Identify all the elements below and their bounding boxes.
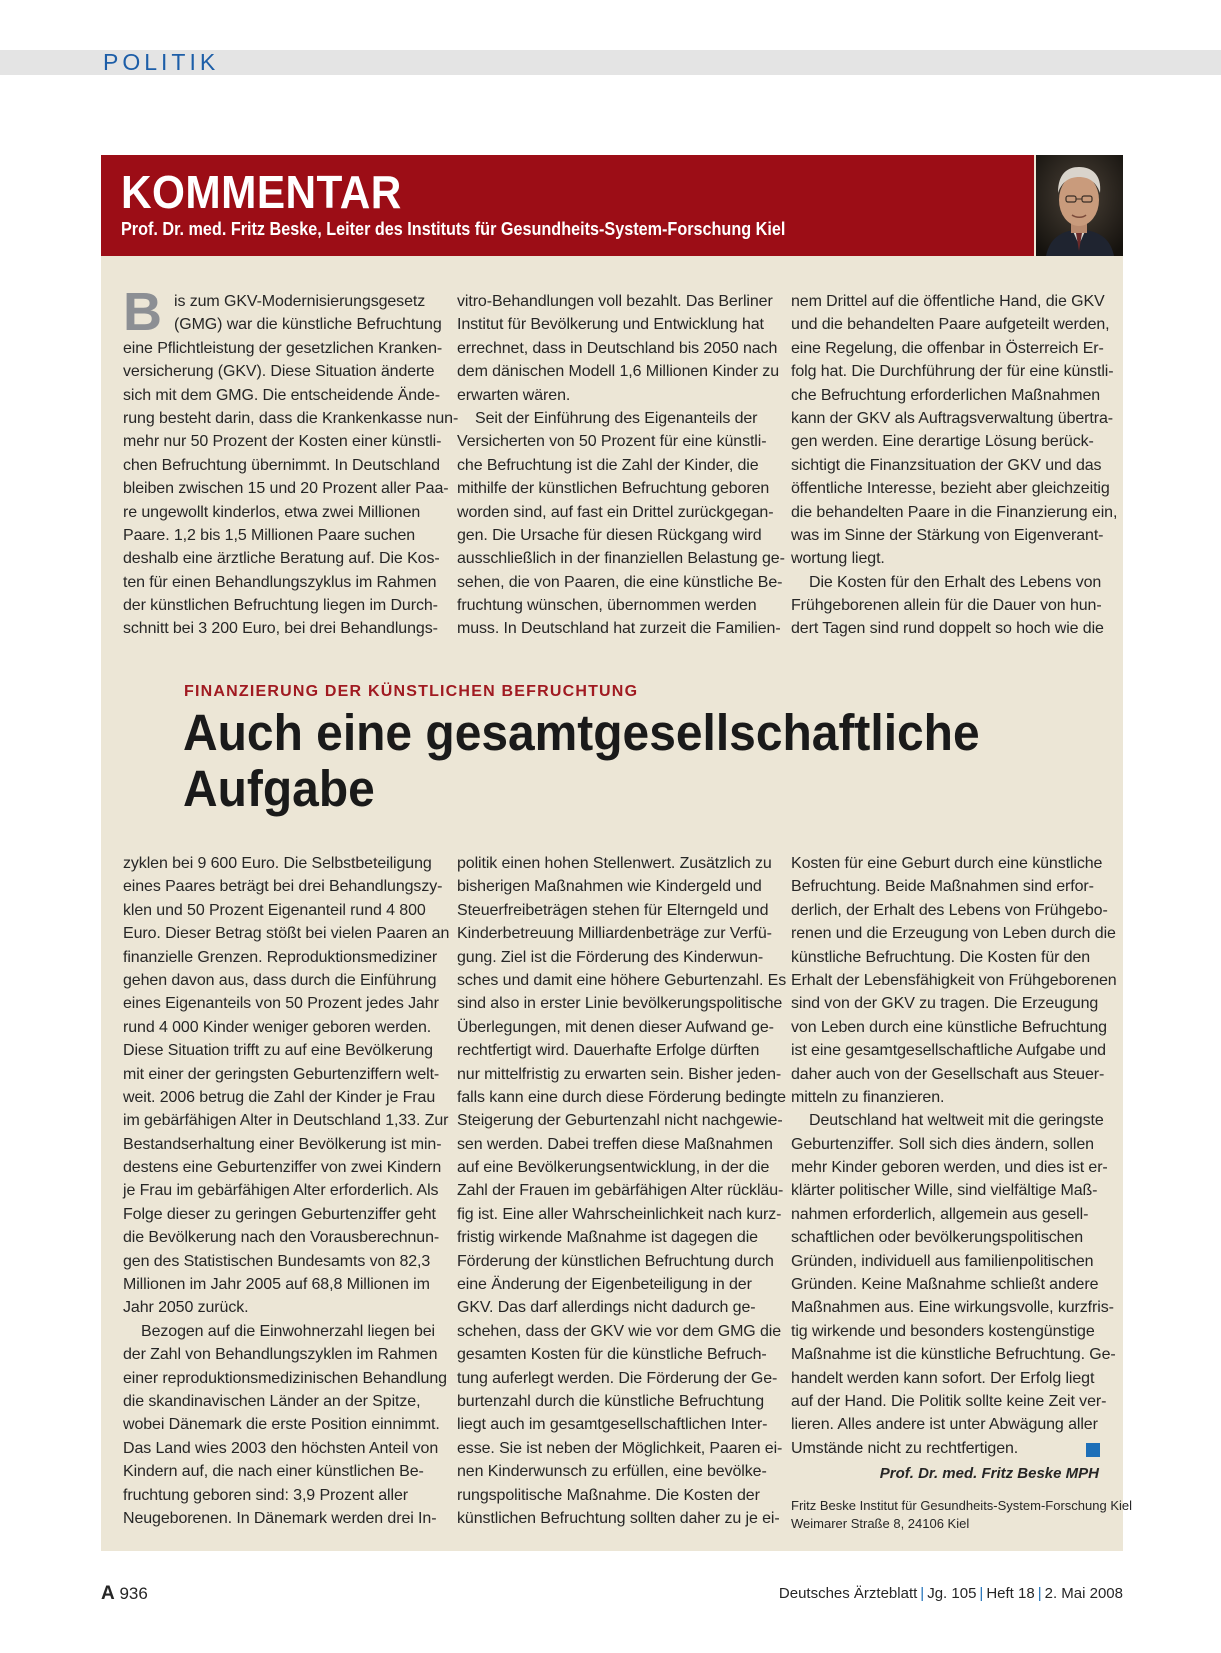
journal-volume: Jg. 105 (927, 1585, 977, 1602)
text-line: sind also in erster Linie bevölkerungspolitische (457, 995, 783, 1013)
text-line: kann der GKV als Auftragsverwaltung übertra- (791, 409, 1113, 427)
text-line: vitro-Behandlungen voll bezahlt. Das Berliner (457, 293, 773, 310)
text-line: sind von der GKV zu tragen. Die Erzeugung (791, 995, 1099, 1013)
text-line: erwarten wären. (457, 386, 571, 404)
text-line: bleiben zwischen 15 und 20 Prozent aller Paa- (123, 480, 449, 498)
affiliation-line: Fritz Beske Institut für Gesundheits-System-Forschung Kiel (791, 1498, 1133, 1513)
text-line: auf der Hand. Die Politik sollte keine Zeit ver- (791, 1392, 1107, 1410)
text-line: von Leben durch eine künstliche Befruchtung (791, 1018, 1107, 1036)
author-portrait (1036, 155, 1123, 256)
text-line: Geburtenziffer. Soll sich dies ändern, sollen (791, 1135, 1094, 1153)
text-line: ten für einen Behandlungszyklus im Rahmen (123, 573, 437, 591)
article-column-bottom-1 (123, 852, 450, 1530)
text-line: Das Land wies 2003 den höchsten Anteil von (123, 1439, 439, 1457)
text-line: deshalb eine ärztliche Beratung auf. Die Kos- (123, 550, 440, 568)
text-line: sehen, die von Paaren, die eine künstliche Be- (457, 573, 783, 591)
text-line: rund 4 000 Kinder weniger geboren werden. (123, 1018, 432, 1036)
text-line: gung. Ziel ist die Förderung des Kinderwun- (457, 948, 764, 966)
text-line: Maßnahme ist die künstliche Befruchtung. Ge- (791, 1346, 1116, 1364)
text-line: GKV. Das darf allerdings nicht dadurch ge- (457, 1299, 756, 1317)
text-line: che Befruchtung erforderlichen Maßnahmen (791, 386, 1101, 404)
comment-header (101, 155, 1034, 256)
text-line: nahmen erforderlich, allgemein aus gesell- (791, 1205, 1089, 1223)
text-line: versicherung (GKV). Diese Situation änderte (123, 363, 435, 381)
journal-name: Deutsches Ärzteblatt (778, 1585, 918, 1602)
text-line: Steigerung der Geburtenzahl nicht nachgewie- (457, 1112, 783, 1130)
article-column-top-1 (123, 282, 459, 641)
text-line: rungspolitische Maßnahme. Die Kosten der (457, 1486, 760, 1504)
text-line: (GMG) war die künstliche Befruchtung (174, 316, 442, 334)
text-line: Befruchtung. Beide Maßnahmen sind erfor- (791, 878, 1094, 896)
text-line: weit. 2006 betrug die Zahl der Kinder je Frau (123, 1088, 436, 1106)
text-line: im gebärfähigen Alter in Deutschland 1,33. Zur (123, 1112, 449, 1130)
drop-cap: B (123, 282, 162, 342)
text-line: worden sind, auf fast ein Drittel zurückgegan- (457, 503, 774, 521)
text-line: Die Kosten für den Erhalt des Lebens von (809, 573, 1102, 591)
text-line: Deutschland hat weltweit mit die geringste (809, 1112, 1104, 1130)
text-line: der Zahl von Behandlungszyklen im Rahmen (123, 1346, 438, 1364)
text-line: mehr Kinder geboren werden, und dies ist er- (791, 1159, 1108, 1177)
text-line: muss. In Deutschland hat zurzeit die Familien- (457, 620, 781, 638)
text-line: Jahr 2050 zurück. (123, 1299, 249, 1317)
text-line: is zum GKV-Modernisierungsgesetz (174, 293, 426, 310)
article-column-bottom-3 (791, 852, 1117, 1460)
text-line: nen Kinderwunsch zu erfüllen, eine bevölke- (457, 1463, 767, 1481)
journal-date: 2. Mai 2008 (1044, 1585, 1123, 1602)
text-line: ausschließlich in der finanziellen Belastung ge- (457, 550, 785, 568)
text-line: liegt auch im gesamtgesellschaftlichen Inter- (457, 1416, 768, 1434)
article-headline: Auch eine gesamtgesellschaftliche Aufgabe (183, 704, 980, 817)
text-line: sches und damit eine höhere Geburtenzahl. Es (457, 971, 787, 989)
page-number (101, 1583, 148, 1605)
text-line: rung besteht darin, dass die Krankenkasse nun- (123, 409, 459, 427)
text-line: sich mit dem GMG. Die entscheidende Ände- (123, 386, 440, 404)
text-line: der künstlichen Befruchtung liegen im Durch- (123, 597, 438, 615)
footer-separator: | (920, 1585, 925, 1602)
section-label: POLITIK (103, 49, 220, 75)
text-line: fig ist. Eine aller Wahrscheinlichkeit nach kurz- (457, 1205, 782, 1223)
text-line: gen des Statistischen Bundesamts von 82,3 (123, 1252, 431, 1270)
text-line: gehen davon aus, dass durch die Einführung (123, 971, 437, 989)
text-line: finanzielle Grenzen. Reproduktionsmediziner (123, 948, 438, 966)
text-line: Millionen im Jahr 2005 auf 68,8 Millionen im (123, 1276, 430, 1294)
text-line: Versicherten von 50 Prozent für eine künstli- (457, 433, 767, 451)
text-line: errechnet, dass in Deutschland bis 2050 nach (457, 339, 778, 357)
affiliation-line: Weimarer Straße 8, 24106 Kiel (791, 1516, 970, 1531)
text-line: tig wirkende und besonders kostengünstige (791, 1322, 1095, 1340)
text-line: nem Drittel auf die öffentliche Hand, die GKV (791, 293, 1105, 310)
text-line: fruchtung wünschen, übernommen werden (457, 597, 757, 615)
text-line: und die behandelten Paare aufgeteilt werden, (791, 316, 1110, 334)
footer-separator: | (979, 1585, 984, 1602)
text-line: Bestandserhaltung einer Bevölkerung ist min- (123, 1135, 442, 1153)
text-line: zyklen bei 9 600 Euro. Die Selbstbeteiligung (123, 855, 432, 872)
end-mark-icon (1086, 1443, 1100, 1457)
text-line: bisherigen Maßnahmen wie Kindergeld und (457, 878, 762, 896)
text-line: Kosten für eine Geburt durch eine künstliche (791, 855, 1103, 872)
text-line: Neugeborenen. In Dänemark werden drei In- (123, 1509, 437, 1527)
text-line: folg hat. Die Durchführung der für eine künstli- (791, 363, 1114, 381)
text-line: auf eine Bevölkerungsentwicklung, in der die (457, 1159, 770, 1177)
text-line: mithilfe der künstlichen Befruchtung geboren (457, 480, 770, 498)
text-line: Diese Situation trifft zu auf eine Bevölkerung (123, 1042, 433, 1060)
text-line: Förderung der künstlichen Befruchtung durch (457, 1252, 774, 1270)
text-line: daher auch von der Gesellschaft aus Steuer- (791, 1065, 1105, 1083)
text-line: derlich, der Erhalt des Lebens von Frühgebo- (791, 901, 1108, 919)
text-line: die behandelten Paare in die Finanzierung ein, (791, 503, 1118, 521)
text-line: politik einen hohen Stellenwert. Zusätzlich zu (457, 855, 772, 872)
text-line: Gründen, individuell aus familienpolitischen (791, 1252, 1094, 1270)
header-title: KOMMENTAR (121, 166, 402, 218)
text-line: eines Eigenanteils von 50 Prozent jedes Jahr (123, 995, 439, 1013)
text-line: Umstände nicht zu rechtfertigen. (791, 1439, 1019, 1457)
text-line: dert Tagen sind rund doppelt so hoch wie die (791, 620, 1104, 638)
text-line: fruchtung geboren sind: 3,9 Prozent aller (123, 1486, 408, 1504)
text-line: eine Änderung der Eigenbeteiligung in der (457, 1276, 752, 1294)
text-line: falls kann eine durch diese Förderung bedingte (457, 1088, 786, 1106)
text-line: Steuerfreibeträgen stehen für Elterngeld und (457, 901, 769, 919)
text-line: renen und die Erzeugung von Leben durch die (791, 925, 1116, 943)
text-line: gen. Die Ursache für diesen Rückgang wird (457, 526, 762, 544)
text-line: Bezogen auf die Einwohnerzahl liegen bei (141, 1322, 435, 1340)
text-line: sen werden. Dabei treffen diese Maßnahmen (457, 1135, 773, 1153)
text-line: einer reproduktionsmedizinischen Behandlung (123, 1369, 447, 1387)
text-line: öffentliche Interesse, bezieht aber gleichzeitig (791, 480, 1110, 498)
text-line: die Bevölkerung nach den Vorausberechnun- (123, 1229, 440, 1247)
page-prefix: A (101, 1583, 115, 1604)
text-line: Euro. Dieser Betrag stößt bei vielen Paaren an (123, 925, 450, 943)
text-line: Frühgeborenen allein für die Dauer von hun- (791, 597, 1102, 615)
text-line: burtenzahl durch die künstliche Befruchtung (457, 1392, 765, 1410)
text-line: Seit der Einführung des Eigenanteils der (475, 409, 758, 427)
text-line: handelt werden kann sofort. Der Erfolg liegt (791, 1369, 1095, 1387)
text-line: dem dänischen Modell 1,6 Millionen Kinder zu (457, 363, 780, 381)
text-line: die skandinavischen Länder an der Spitze, (123, 1392, 421, 1410)
text-line: Folge dieser zu geringen Geburtenziffer geht (123, 1205, 436, 1223)
text-line: destens eine Geburtenziffer von zwei Kindern (123, 1159, 442, 1177)
footer-separator: | (1037, 1585, 1042, 1602)
text-line: wobei Dänemark die erste Position einnimmt. (123, 1416, 440, 1434)
text-line: re ungewollt kinderlos, etwa zwei Millionen (123, 503, 421, 521)
text-line: je Frau im gebärfähigen Alter erforderlich. Als (123, 1182, 439, 1200)
text-line: Überlegungen, mit denen dieser Aufwand ge- (457, 1018, 774, 1036)
text-line: tung auferlegt werden. Die Förderung der Ge- (457, 1369, 778, 1387)
text-line: nur mittelfristig zu erwarten sein. Bisher jeden- (457, 1065, 782, 1083)
text-line: Maßnahmen aus. Eine wirkungsvolle, kurzfris- (791, 1299, 1114, 1317)
text-line: mitteln zu finanzieren. (791, 1088, 945, 1106)
text-line: was im Sinne der Stärkung von Eigenverant- (791, 526, 1104, 544)
author-affiliation (791, 1497, 1132, 1533)
text-line: eines Paares beträgt bei drei Behandlungszy- (123, 878, 443, 896)
author-photo-image (1036, 155, 1123, 256)
author-signature: Prof. Dr. med. Fritz Beske MPH (879, 1465, 1099, 1482)
article-column-bottom-2 (457, 852, 787, 1530)
text-line: chen Befruchtung übernimmt. In Deutschland (123, 456, 440, 474)
text-line: schnitt bei 3 200 Euro, bei drei Behandlungs- (123, 620, 438, 638)
article-kicker: FINANZIERUNG DER KÜNSTLICHEN BEFRUCHTUNG (184, 683, 639, 700)
text-line: schehen, dass der GKV wie vor dem GMG die (457, 1322, 782, 1340)
text-line: Kinderbetreuung Milliardenbeträge zur Verfü- (457, 925, 772, 943)
article-column-top-2 (457, 290, 785, 641)
text-line: Gründen. Keine Maßnahme schließt andere (791, 1276, 1099, 1294)
text-line: Kindern auf, die nach einer künstlichen Be- (123, 1463, 424, 1481)
text-line: eine Pflichtleistung der gesetzlichen Kranken- (123, 339, 443, 357)
article-column-top-3 (791, 290, 1118, 641)
text-line: künstliche Befruchtung. Die Kosten für den (791, 948, 1091, 966)
journal-issue: Heft 18 (986, 1585, 1035, 1602)
text-line: Institut für Bevölkerung und Entwicklung hat (457, 316, 764, 334)
text-line: gesamten Kosten für die künstliche Befruch- (457, 1346, 767, 1364)
text-line: künstlichen Befruchtung sollten daher zu je ei- (457, 1509, 780, 1527)
text-line: gen werden. Eine derartige Lösung berück- (791, 433, 1094, 451)
text-line: mehr nur 50 Prozent der Kosten einer künstli- (123, 433, 442, 451)
text-line: klärter politischer Wille, sind vielfältige Maß- (791, 1182, 1098, 1200)
text-line: schaftlichen oder bevölkerungspolitischen (791, 1229, 1084, 1247)
text-line: esse. Sie ist neben der Möglichkeit, Paaren ei- (457, 1439, 783, 1457)
header-subtitle: Prof. Dr. med. Fritz Beske, Leiter des Instituts für Gesundheits-System-Forschung Kiel (121, 219, 786, 239)
text-line: klen und 50 Prozent Eigenanteil rund 4 800 (123, 901, 426, 919)
text-line: mit einer der geringsten Geburtenziffern welt- (123, 1065, 440, 1083)
text-line: fristig wirkende Maßnahme ist dagegen die (457, 1229, 758, 1247)
text-line: Paare. 1,2 bis 1,5 Millionen Paare suchen (123, 526, 416, 544)
text-line: che Befruchtung ist die Zahl der Kinder, die (457, 456, 759, 474)
text-line: lieren. Alles andere ist unter Abwägung aller (791, 1416, 1098, 1434)
text-line: Erhalt der Lebensfähigkeit von Frühgeborenen (791, 971, 1117, 989)
text-line: sichtigt die Finanzsituation der GKV und das (791, 456, 1102, 474)
text-line: ist eine gesamtgesellschaftliche Aufgabe und (791, 1042, 1106, 1060)
text-line: eine Regelung, die offenbar in Österreich Er- (791, 339, 1104, 357)
text-line: wortung liegt. (791, 550, 885, 568)
journal-footer (779, 1585, 1123, 1602)
text-line: rechtfertigt wird. Dauerhafte Erfolge dürften (457, 1042, 760, 1060)
page-number-value: 936 (119, 1584, 148, 1603)
text-line: Zahl der Frauen im gebärfähigen Alter rückläu- (457, 1182, 784, 1200)
